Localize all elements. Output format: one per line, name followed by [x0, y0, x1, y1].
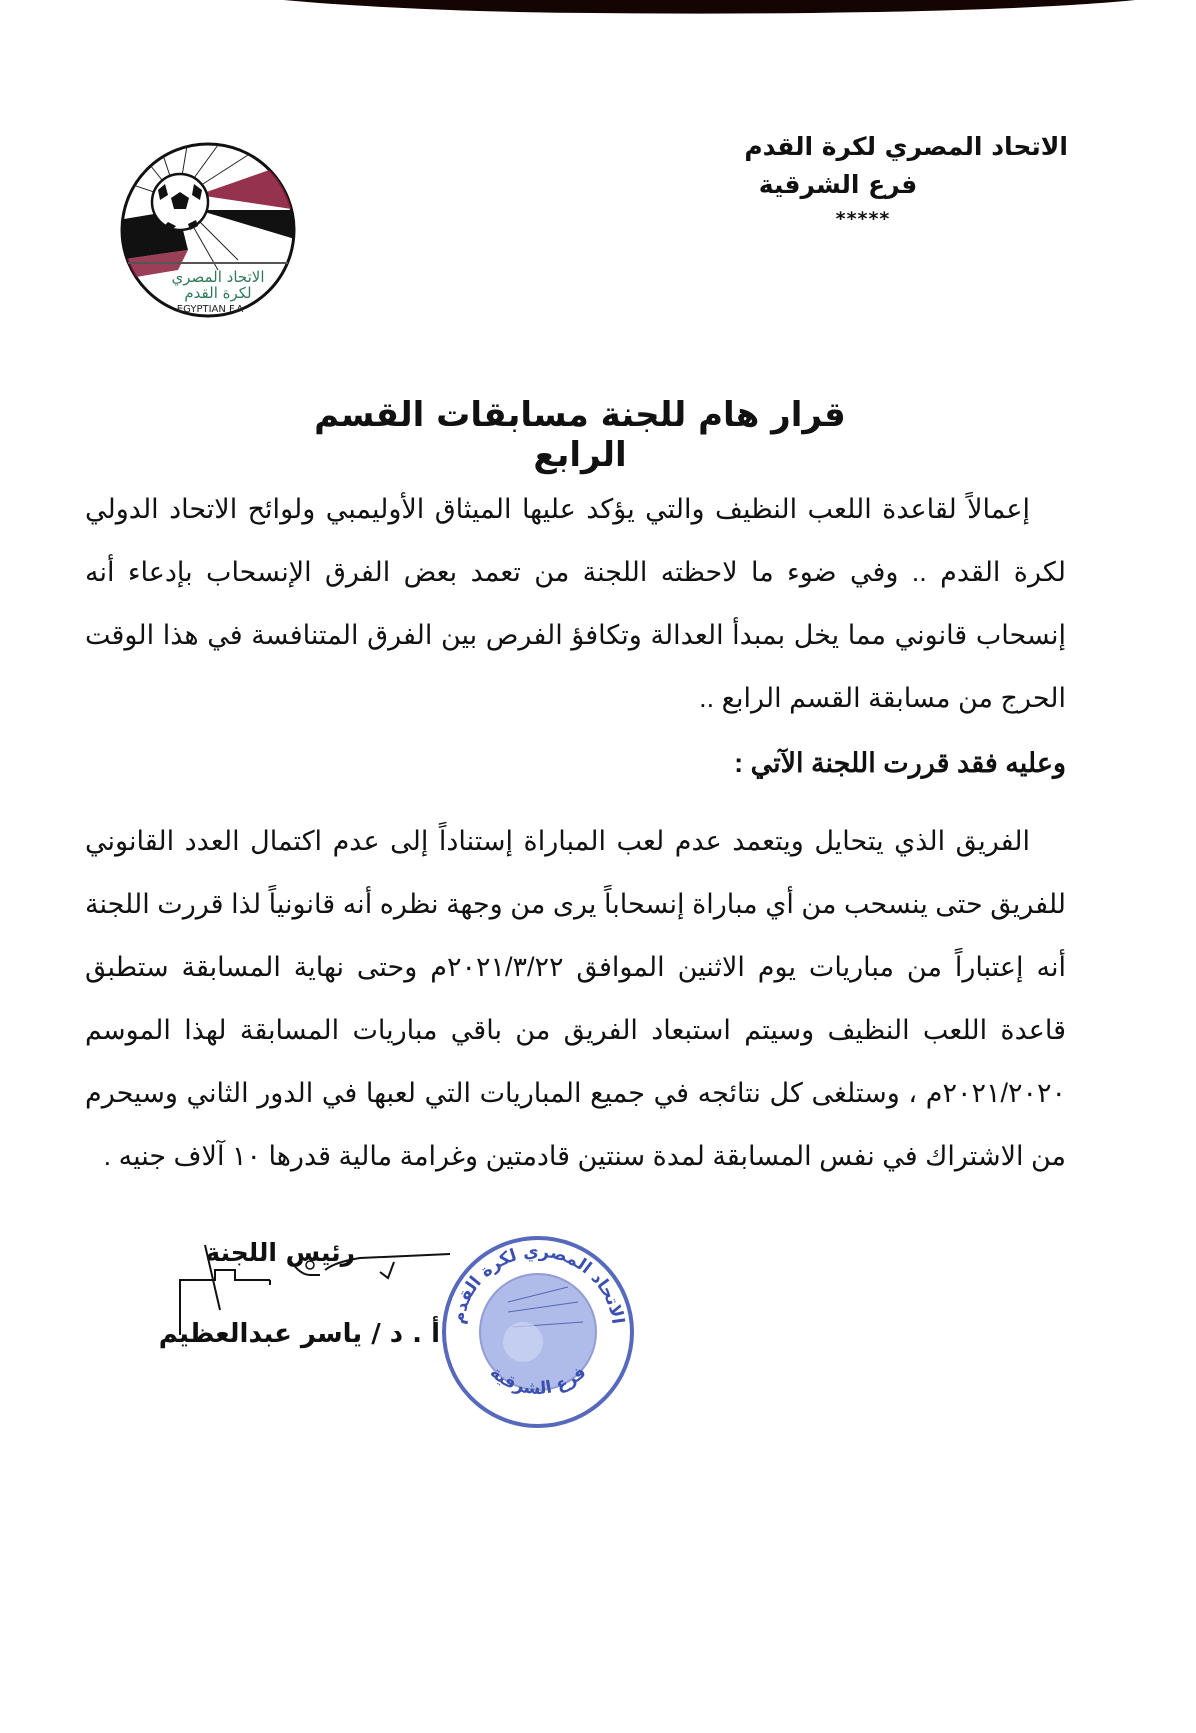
- organization-header: [648, 128, 1068, 232]
- decision-heading: وعليه فقد قررت اللجنة الآتي :: [734, 748, 1066, 778]
- stamp-bottom-text: فرع الشرقية: [485, 1362, 591, 1400]
- logo-text-en: EGYPTIAN F.A: [176, 304, 244, 315]
- document-title: قرار هام للجنة مسابقات القسم الرابع: [314, 395, 846, 475]
- scan-edge-shadow: [170, 0, 1190, 19]
- decision-paragraph-block: [85, 810, 1066, 1188]
- organization-branch: فرع الشرقية: [758, 170, 918, 199]
- signatory-name: أ . د / ياسر عبدالعظيم: [158, 1319, 440, 1349]
- header-separator: *****: [835, 208, 891, 230]
- signatory-title: رئيس اللجنة: [205, 1238, 355, 1267]
- intro-paragraph: إعمالاً لقاعدة اللعب النظيف والتي يؤكد عليها الميثاق الأوليمبي ولوائح الاتحاد الدولي لكرة القدم .. وفي ضوء ما لاحظته اللجنة من تعمد بعض الفرق الإنسحاب بإدعاء أنه إنسحاب قانوني مما يخل بمبدأ العدالة وتكافؤ الفرص بين الفرق المتنافسة في هذا الوقت الحرج من مسابقة القسم الرابع ..: [85, 494, 1066, 713]
- stamp-football-icon: [503, 1322, 543, 1362]
- handwritten-signature: [160, 1240, 460, 1350]
- official-stamp: [438, 1232, 638, 1432]
- egyptian-fa-logo: [118, 140, 298, 320]
- organization-name: الاتحاد المصري لكرة القدم: [744, 132, 1068, 161]
- logo-text-ar-2: لكرة القدم: [184, 284, 252, 302]
- stamp-outer-text: الاتحاد المصري لكرة القدم: [448, 1241, 628, 1326]
- decision-paragraph: الفريق الذي يتحايل ويتعمد عدم لعب المباراة إستناداً إلى عدم اكتمال العدد القانوني للفريق حتى ينسحب من أي مباراة إنسحاباً يرى من وجهة نظره أنه قانونياً لذا قررت اللجنة أنه إعتباراً من مباريات يوم الاثنين الموافق ٢٠٢١/٣/٢٢م وحتى نهاية المسابقة ستطبق قاعدة اللعب النظيف وسيتم استبعاد الفريق من باقي مباريات المسابقة لهذا الموسم ٢٠٢١/٢٠٢٠م ، وستلغى كل نتائجه في جميع المباريات التي لعبها في الدور الثاني وسيحرم من الاشتراك في نفس المسابقة لمدة سنتين قادمتين وغرامة مالية قدرها ١٠ آلاف جنيه .: [85, 826, 1066, 1171]
- football-icon: [152, 174, 208, 230]
- logo-text-ar-1: الاتحاد المصري: [171, 268, 265, 286]
- intro-paragraph-block: [85, 478, 1066, 730]
